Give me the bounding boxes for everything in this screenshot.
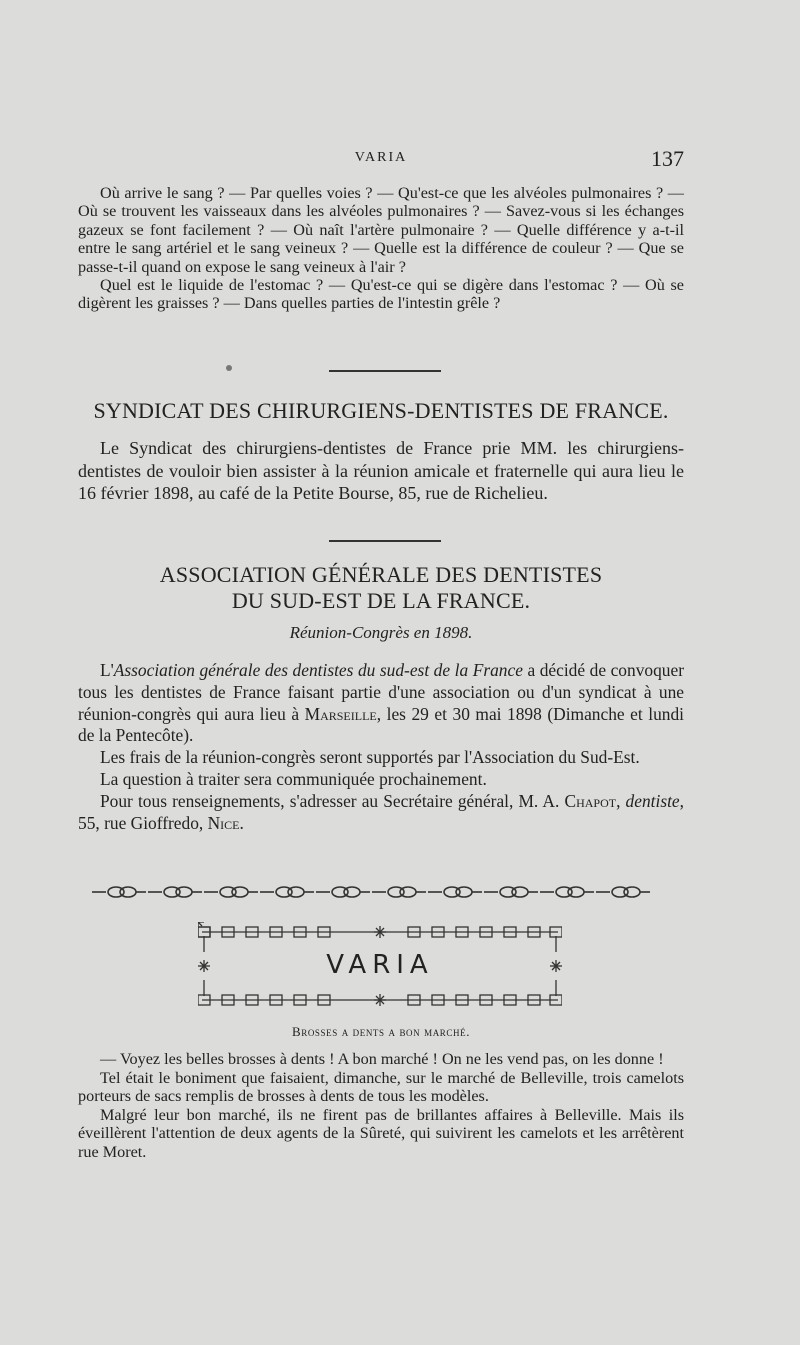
- association-text-a: a décidé de convoquer tous les dentistes de France faisant partie d'une association ou d'un syndicat à une réunion-congrès qui aura lieu à: [78, 660, 684, 724]
- syndicat-heading: SYNDICAT DES CHIRURGIENS-DENTISTES DE FRANCE.: [93, 398, 669, 423]
- bullet-mark: [226, 365, 232, 371]
- varia-block: [78, 1050, 684, 1162]
- running-title: VARIA: [354, 150, 408, 165]
- section-divider-2: [329, 540, 441, 542]
- association-heading-line2: DU SUD-EST DE LA FRANCE.: [231, 588, 531, 613]
- page-number: 137: [651, 146, 684, 171]
- questions-paragraph-2: Quel est le liquide de l'estomac ? — Qu'est-ce qui se digère dans l'estomac ? — Où se digèrent les graisses ? — Dans quelles parties de l'intestin grêle ?: [78, 276, 684, 313]
- association-block: [78, 660, 684, 834]
- questions-paragraph-1: Où arrive le sang ? — Par quelles voies ? — Qu'est-ce que les alvéoles pulmonaires ? — Où se trouvent les vaisseaux dans les alvéoles pulmonaires ? — Savez-vous si les échanges gazeux se font facilement ? — Où naît l'artère pulmonaire ? — Quelle différence y a-t-il entre le sang artériel et le sang veineux ? — Quelle est la différence de couleur ? — Que se passe-t-il quand on expose le sang veineux à l'air ?: [78, 184, 684, 276]
- running-head: [78, 146, 684, 176]
- association-city: Marseille: [304, 703, 377, 724]
- secretary-text-a: Pour tous renseignements, s'adresser au Secrétaire général, M. A.: [100, 790, 565, 811]
- secretary-sep: ,: [616, 790, 626, 811]
- secretary-role: dentiste: [625, 790, 680, 811]
- association-text-b: , les 29 et 30 mai 1898 (Dimanche et lundi de la Pentecôte).: [78, 703, 684, 746]
- varia-frame: [198, 922, 562, 1010]
- syndicat-block: [78, 437, 684, 505]
- association-heading-line1: ASSOCIATION GÉNÉRALE DES DENTISTES: [159, 562, 603, 587]
- association-article: L': [100, 660, 114, 680]
- questions-block: [78, 184, 684, 313]
- association-paragraph-4: [78, 791, 684, 835]
- varia-section-heading: Brosses a dents a bon marché.: [291, 1024, 471, 1039]
- secretary-end: .: [239, 812, 244, 833]
- association-paragraph-2: Les frais de la réunion-congrès seront supportés par l'Association du Sud-Est.: [100, 747, 640, 768]
- association-paragraph-3: La question à traiter sera communiquée prochainement.: [100, 768, 487, 789]
- secretary-text-b: , 55, rue Gioffredo,: [78, 790, 684, 833]
- syndicat-body: Le Syndicat des chirurgiens-dentistes de France prie MM. les chirurgiens-dentistes de vouloir bien assister à la réunion amicale et fraternelle qui aura lieu le 16 février 1898, au café de la Petite Bourse, 85, rue de Richelieu.: [78, 438, 684, 504]
- association-name: Association générale des dentistes du sud-est de la France: [113, 660, 523, 680]
- association-paragraph-1: [78, 660, 684, 747]
- ornamental-divider: [92, 884, 652, 900]
- varia-title: VARIA: [326, 950, 434, 980]
- varia-paragraph-1: — Voyez les belles brosses à dents ! A bon marché ! On ne les vend pas, on les donne !: [100, 1050, 664, 1068]
- varia-paragraph-2: Tel était le boniment que faisaient, dimanche, sur le marché de Belleville, trois camelots porteurs de sacs remplis de brosses à dents de tous les modèles.: [78, 1068, 684, 1106]
- secretary-city: Nice: [207, 812, 240, 833]
- section-divider-1: [329, 370, 441, 372]
- varia-paragraph-3: Malgré leur bon marché, ils ne firent pas de brillantes affaires à Belleville. Mais ils éveillèrent l'attention de deux agents de la Sûreté, qui suivirent les camelots et les arrêtèrent rue Moret.: [78, 1105, 684, 1161]
- secretary-name: Chapot: [564, 790, 617, 811]
- association-subtitle: Réunion-Congrès en 1898.: [289, 623, 473, 642]
